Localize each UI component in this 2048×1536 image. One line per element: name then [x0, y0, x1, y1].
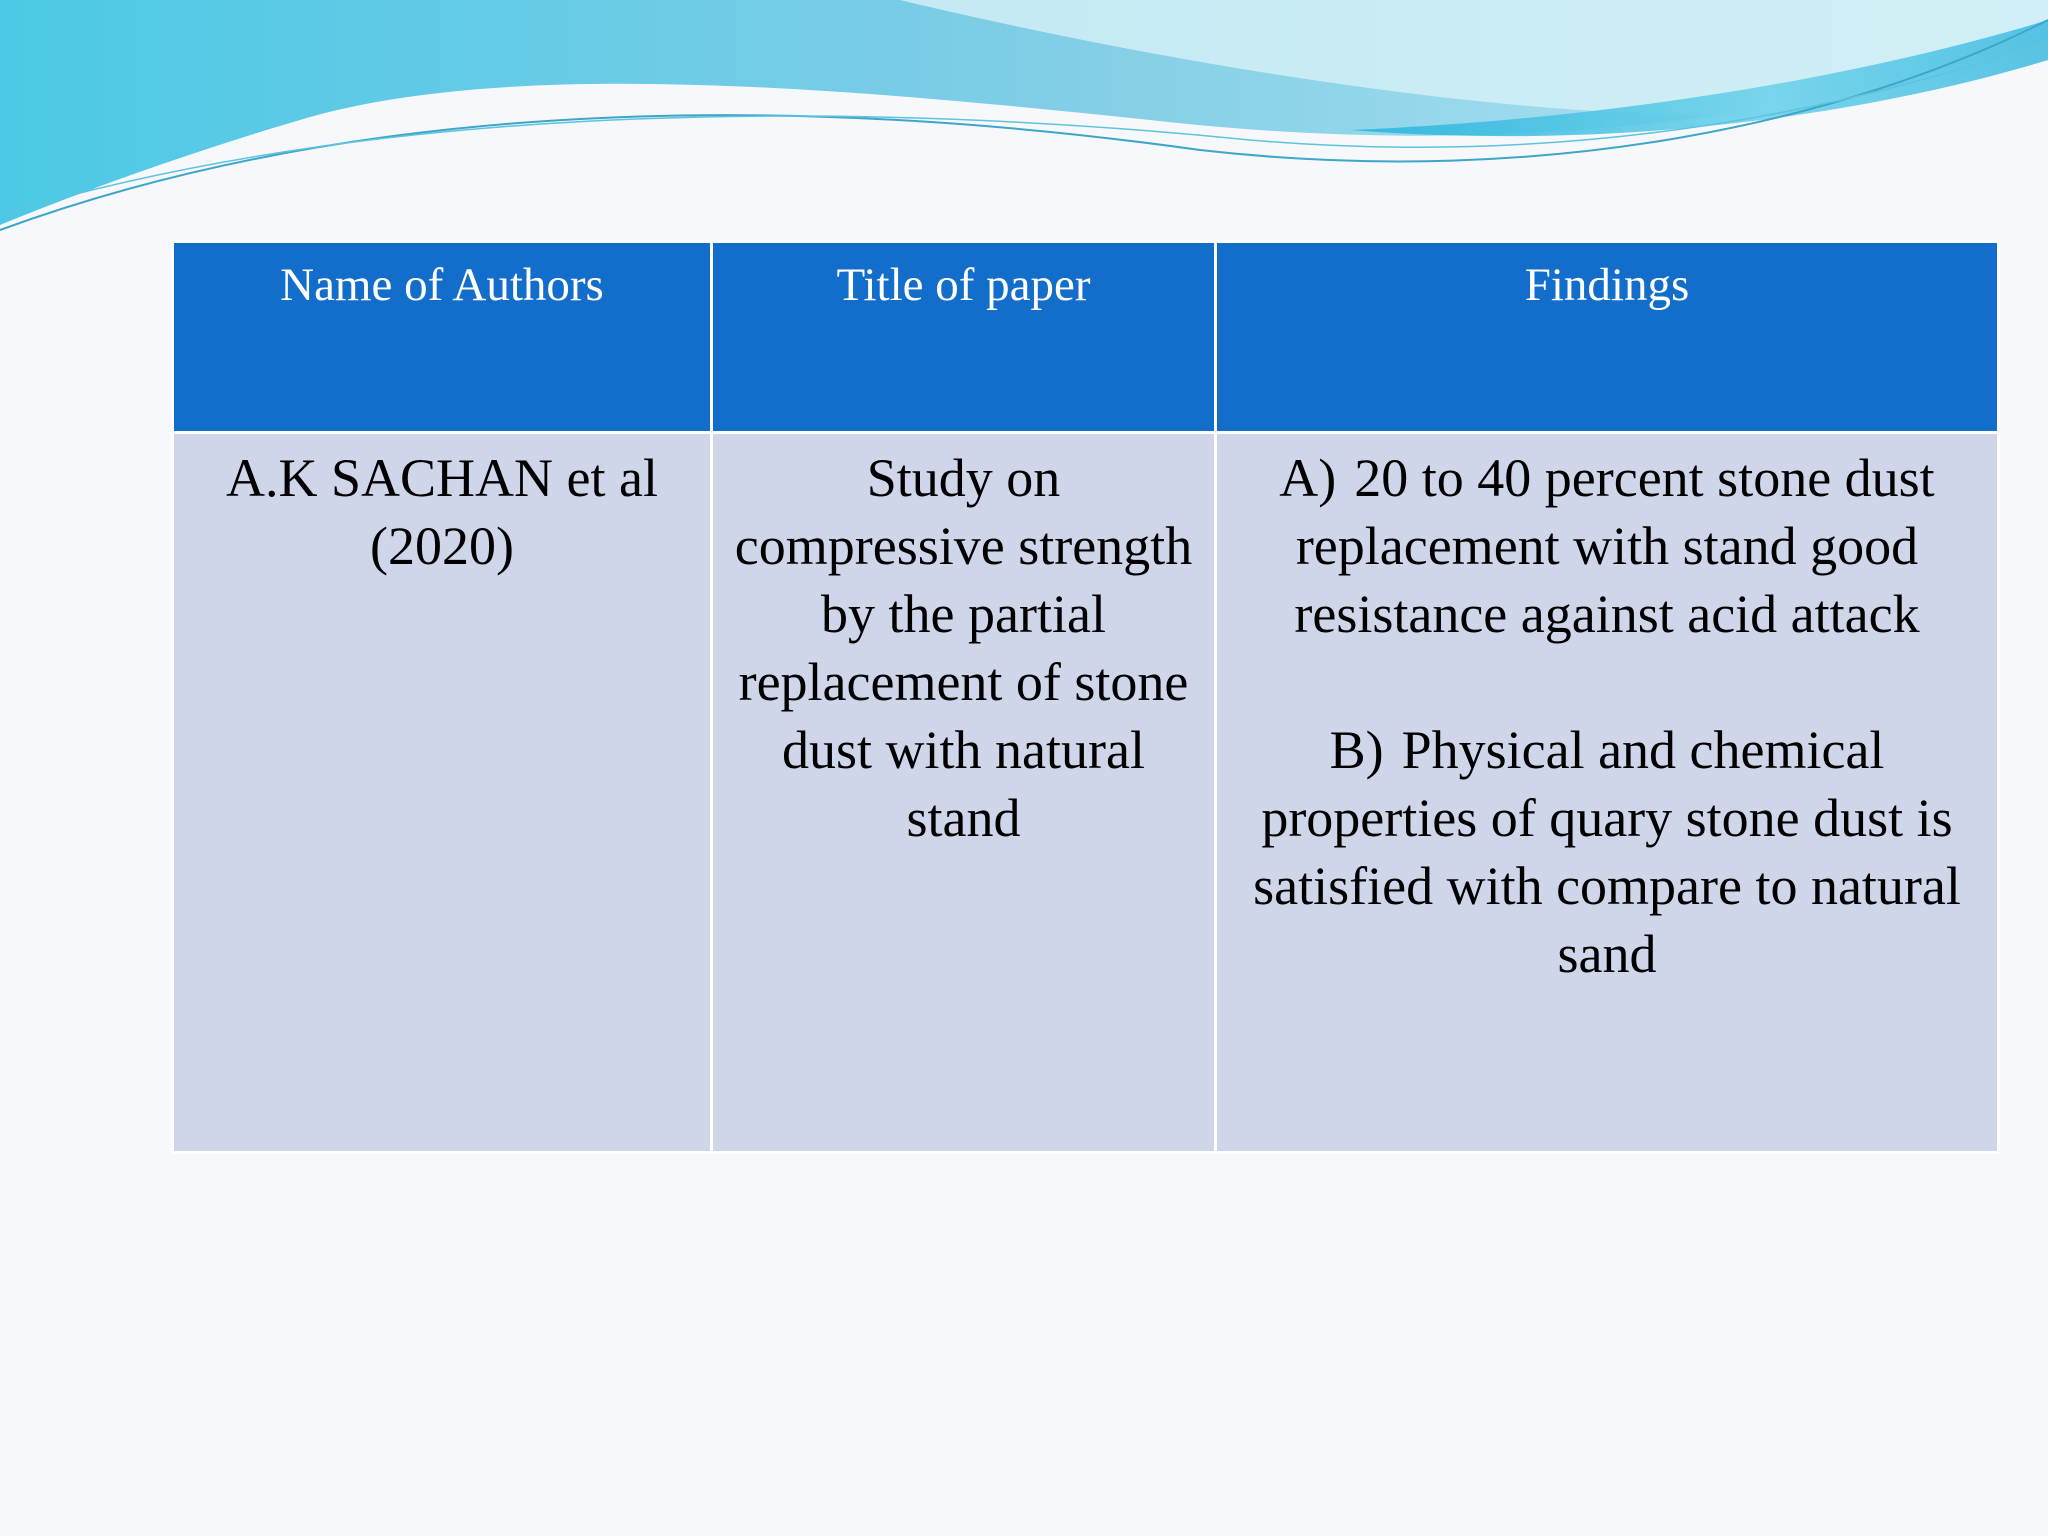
table-row	[173, 433, 1999, 1153]
decorative-wave-banner	[0, 0, 2048, 260]
findings-cell	[1216, 433, 1999, 1153]
table-header-row	[173, 242, 1999, 433]
finding-item	[1217, 716, 1997, 988]
header-title: Title of paper	[712, 242, 1216, 433]
finding-item	[1217, 444, 1997, 648]
literature-review-table	[171, 240, 2000, 1154]
author-cell	[173, 433, 712, 1153]
header-authors: Name of Authors	[173, 242, 712, 433]
finding-marker: A)	[1279, 448, 1337, 508]
finding-text: Physical and chemical properties of quary stone dust is satisfied with compare to natural sand	[1253, 720, 1961, 984]
finding-marker: B)	[1329, 720, 1384, 780]
finding-text: 20 to 40 percent stone dust replacement with stand good resistance against acid attack	[1294, 448, 1935, 644]
author-text: A.K SACHAN et al (2020)	[226, 448, 658, 576]
paper-title-text: Study on compressive strength by the partial replacement of stone dust with natural stand	[734, 448, 1193, 848]
header-findings: Findings	[1216, 242, 1999, 433]
title-cell	[712, 433, 1216, 1153]
